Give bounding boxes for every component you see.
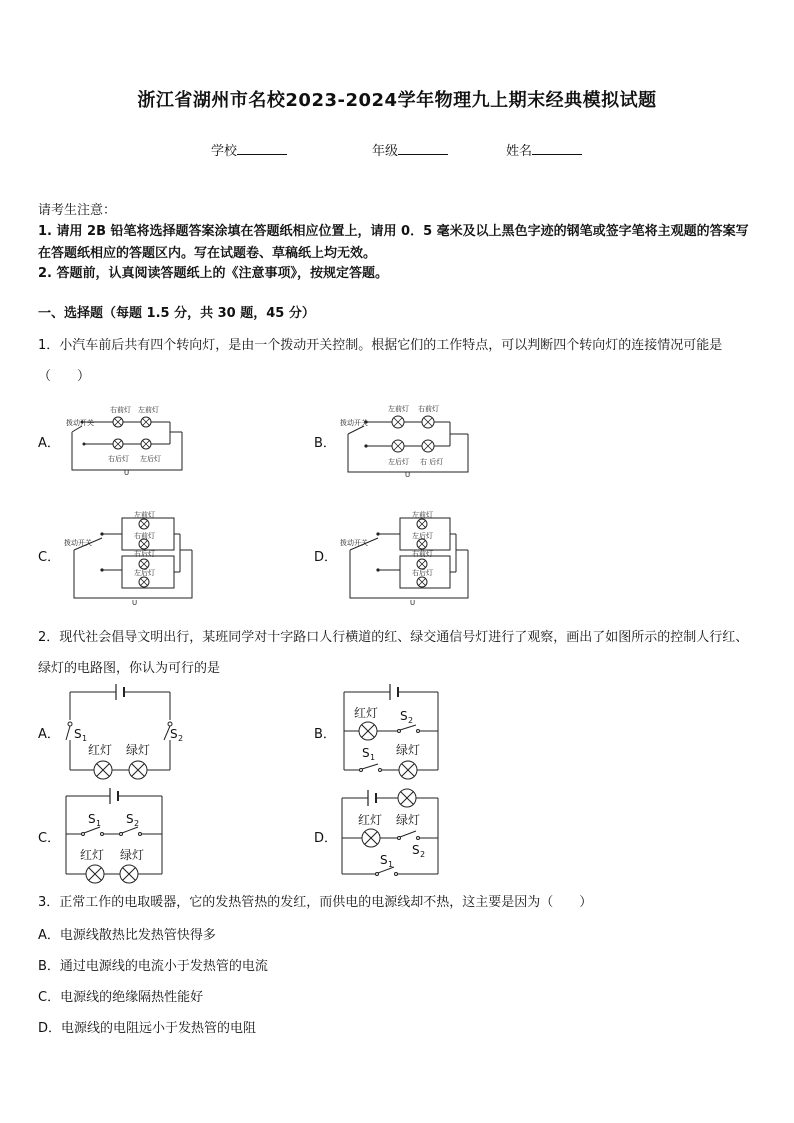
right-rear-label: 右后灯 — [412, 569, 433, 577]
left-rear-label: 左后灯 — [134, 569, 155, 577]
red-light-label: 红灯 — [358, 813, 383, 827]
notice-item-2: 2. 答题前，认真阅读答题纸上的《注意事项》，按规定答题。 — [38, 266, 389, 281]
q2-circuit-b — [334, 682, 464, 780]
left-rear-label: 左后灯 — [140, 455, 161, 463]
s1-label: S — [362, 746, 370, 760]
right-front-label: 右前灯 — [412, 550, 433, 558]
q2-option-b-label: B． — [314, 727, 336, 742]
green-light-label: 绿灯 — [126, 743, 151, 757]
left-front-label: 左前灯 — [138, 406, 159, 414]
red-light-label: 红灯 — [88, 743, 113, 757]
school-field — [211, 140, 287, 159]
s1-subscript: 1 — [96, 819, 102, 828]
voltage-label: U — [410, 599, 416, 606]
left-rear-label: 左后灯 — [412, 532, 433, 540]
s2-subscript: 2 — [134, 819, 140, 828]
q2-circuit-d — [334, 786, 464, 888]
right-front-label: 右前灯 — [134, 532, 155, 540]
q3-option-b: B．通过电源线的电流小于发热管的电流 — [38, 959, 268, 974]
s2-label: S — [170, 727, 178, 741]
notice-item-1: 1. 请用 2B 铅笔将选择题答案涂填在答题纸相应位置上，请用 0．5 毫米及以上黑色字迹的钢笔或签字笔将主观题的答案写在答题纸相应的答题区内。写在试题卷、草稿纸上均无效。 — [38, 224, 749, 261]
right-front-label: 右前灯 — [418, 405, 439, 413]
right-rear-label: 右后灯 — [134, 550, 155, 558]
q1-circuit-d — [338, 508, 478, 606]
switch-label: 拨动开关 — [66, 419, 94, 427]
s1-label: S — [88, 812, 96, 826]
s1-label: S — [74, 727, 82, 741]
left-front-label: 左前灯 — [134, 511, 155, 519]
q1-circuit-b — [338, 398, 478, 478]
page-title: 浙江省湖州市名校2023-2024学年物理九上期末经典模拟试题 — [137, 90, 657, 111]
grade-field — [372, 140, 448, 159]
s1-subscript: 1 — [82, 734, 88, 743]
voltage-label: U — [124, 469, 130, 476]
s1-subscript: 1 — [370, 753, 376, 762]
voltage-label: U — [132, 599, 138, 606]
s2-subscript: 2 — [420, 850, 426, 859]
name-blank — [532, 142, 582, 155]
notice-heading: 请考生注意： — [38, 203, 117, 218]
q2-stem: 2．现代社会倡导文明出行，某班同学对十字路口人行横道的红、绿交通信号灯进行了观察，画出了如图所示的控制人行红、绿灯的电路图，你认为可行的是 — [38, 630, 749, 676]
green-light-label: 绿灯 — [396, 813, 421, 827]
q2-option-a-label: A． — [38, 727, 60, 742]
q2-option-d-label: D． — [314, 831, 338, 846]
school-label: 学校 — [211, 144, 238, 159]
q3-option-c: C．电源线的绝缘隔热性能好 — [38, 990, 204, 1005]
s2-label: S — [126, 812, 134, 826]
q1-circuit-c — [62, 508, 202, 606]
s1-subscript: 1 — [388, 860, 394, 869]
q3-option-d: D．电源线的电阻远小于发热管的电阻 — [38, 1021, 257, 1036]
voltage-label: U — [405, 471, 411, 478]
q3-option-a: A．电源线散热比发热管快得多 — [38, 928, 216, 943]
school-blank — [237, 142, 287, 155]
s2-label: S — [400, 709, 408, 723]
grade-label: 年级 — [372, 144, 399, 159]
right-rear-label: 右 后灯 — [420, 458, 444, 466]
left-rear-label: 左后灯 — [388, 458, 409, 466]
q3-stem: 3．正常工作的电取暖器，它的发热管热的发红，而供电的电源线却不热，这主要是因为（ ） — [38, 895, 593, 910]
name-field — [506, 140, 582, 159]
q1-option-b-label: B． — [314, 436, 336, 451]
q1-option-a-label: A． — [38, 436, 60, 451]
section-heading: 一、选择题（每题 1.5 分，共 30 题，45 分） — [38, 306, 315, 321]
q1-option-d-label: D． — [314, 550, 338, 565]
right-rear-label: 右后灯 — [108, 455, 129, 463]
left-front-label: 左前灯 — [388, 405, 409, 413]
green-light-label: 绿灯 — [120, 848, 145, 862]
s2-subscript: 2 — [178, 734, 184, 743]
q2-circuit-c — [58, 786, 188, 888]
s1-label: S — [380, 853, 388, 867]
q2-circuit-a — [58, 682, 188, 780]
switch-label: 拨动开关 — [64, 539, 92, 547]
q1-option-c-label: C． — [38, 550, 61, 565]
switch-label: 拨动开关 — [340, 419, 368, 427]
green-light-label: 绿灯 — [396, 743, 421, 757]
grade-blank — [398, 142, 448, 155]
s2-subscript: 2 — [408, 716, 414, 725]
right-front-label: 右前灯 — [110, 406, 131, 414]
name-label: 姓名 — [506, 144, 533, 159]
q1-stem: 1．小汽车前后共有四个转向灯，是由一个拨动开关控制。根据它们的工作特点，可以判断四个转向灯的连接情况可能是（ ） — [38, 338, 723, 384]
q1-circuit-a — [62, 398, 192, 476]
switch-label: 拨动开关 — [340, 539, 368, 547]
q2-option-c-label: C． — [38, 831, 61, 846]
s2-label: S — [412, 843, 420, 857]
red-light-label: 红灯 — [354, 706, 379, 720]
left-front-label: 左前灯 — [412, 511, 433, 519]
red-light-label: 红灯 — [80, 848, 105, 862]
